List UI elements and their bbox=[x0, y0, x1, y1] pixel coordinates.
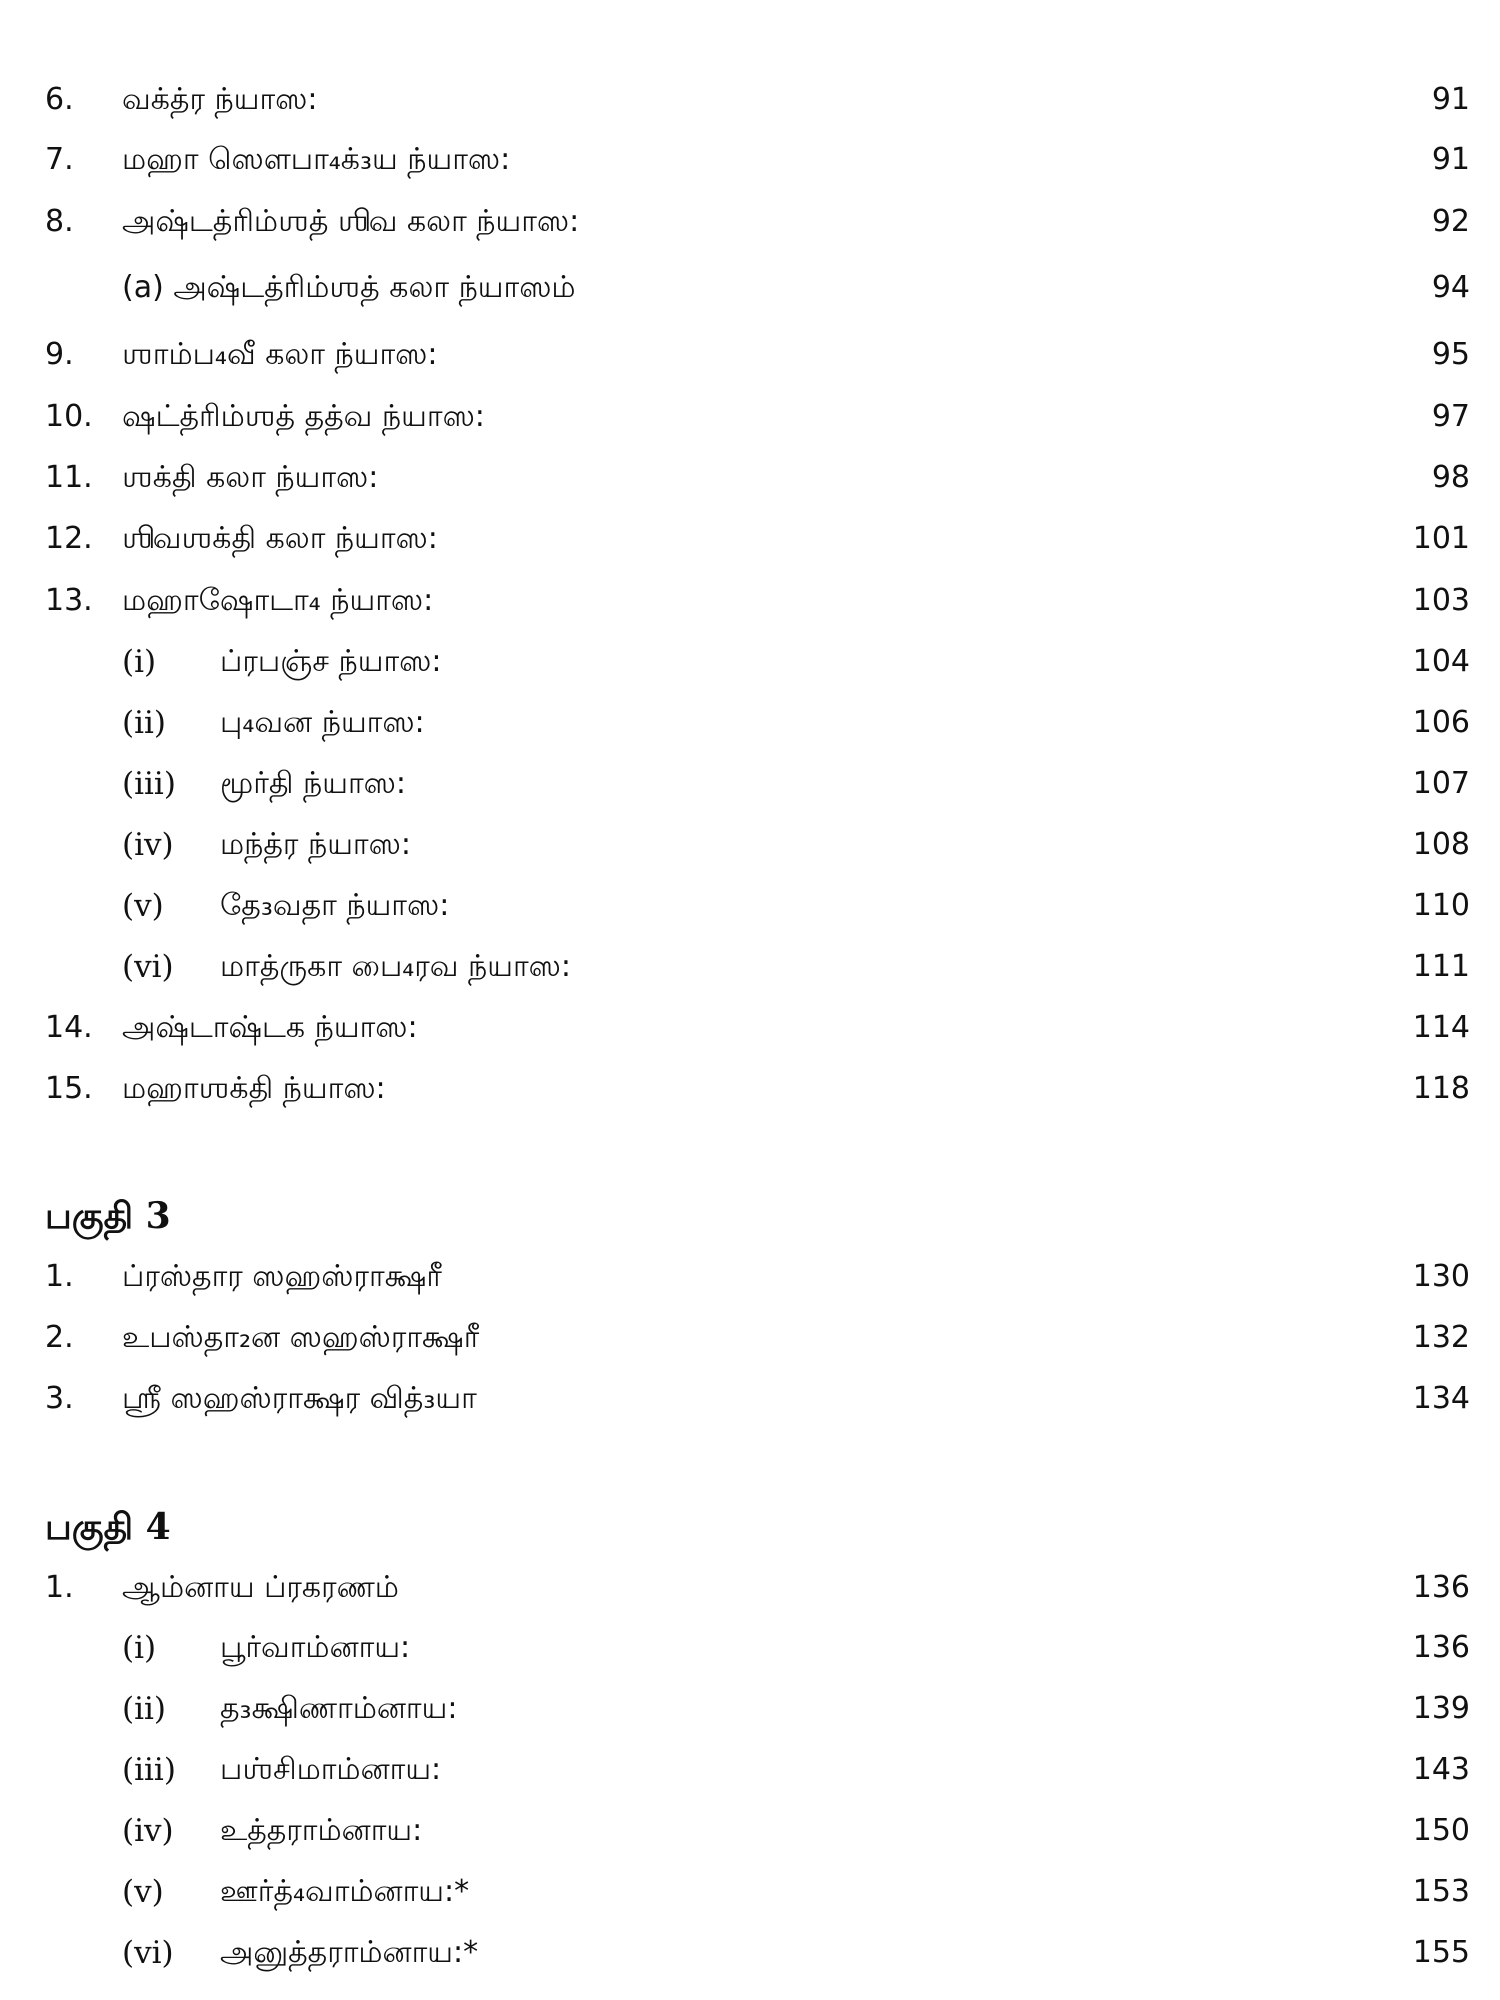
toc-subentry bbox=[0, 258, 1500, 318]
entry-number: 6. bbox=[45, 82, 74, 117]
entry-title: ஶக்தி கலா ந்யாஸ: bbox=[122, 460, 379, 495]
entry-title: மஹா ஸௌபா₄க்₃ய ந்யாஸ: bbox=[122, 142, 511, 177]
entry-page-number: 101 bbox=[1412, 521, 1470, 556]
entry-page-number: 130 bbox=[1412, 1259, 1470, 1294]
entry-page-number: 91 bbox=[1431, 82, 1470, 117]
subentry-roman-numeral: (ii) bbox=[122, 705, 167, 741]
subentry-roman-numeral: (v) bbox=[122, 888, 164, 924]
entry-number: 11. bbox=[45, 460, 93, 495]
toc-entry bbox=[0, 325, 1500, 385]
toc-subentry bbox=[0, 815, 1500, 875]
toc-subentry bbox=[0, 1679, 1500, 1739]
toc-subentry bbox=[0, 693, 1500, 753]
entry-title: (a) அஷ்டத்ரிம்ஶத் கலா ந்யாஸம் bbox=[122, 270, 576, 305]
subentry-roman-numeral: (vi) bbox=[122, 949, 174, 985]
subentry-roman-numeral: (vi) bbox=[122, 1935, 174, 1971]
subentry-roman-numeral: (iii) bbox=[122, 766, 176, 802]
entry-number: 3. bbox=[45, 1381, 74, 1416]
entry-title: உத்தராம்னாய: bbox=[220, 1813, 423, 1848]
toc-subentry bbox=[0, 1801, 1500, 1861]
entry-page-number: 110 bbox=[1412, 888, 1470, 923]
entry-page-number: 98 bbox=[1431, 460, 1470, 495]
subentry-roman-numeral: (i) bbox=[122, 644, 157, 680]
toc-entry bbox=[0, 509, 1500, 569]
entry-title: அஷ்டாஷ்டக ந்யாஸ: bbox=[122, 1010, 418, 1045]
subentry-roman-numeral: (i) bbox=[122, 1630, 157, 1666]
toc-entry bbox=[0, 1558, 1500, 1618]
toc-entry bbox=[0, 998, 1500, 1058]
toc-subentry bbox=[0, 754, 1500, 814]
entry-page-number: 134 bbox=[1412, 1381, 1470, 1416]
entry-page-number: 103 bbox=[1412, 583, 1470, 618]
entry-title: ஊர்த்₄வாம்னாய:* bbox=[220, 1874, 470, 1909]
subentry-roman-numeral: (iii) bbox=[122, 1752, 176, 1788]
entry-number: 2. bbox=[45, 1320, 74, 1355]
entry-title: மஹாஶக்தி ந்யாஸ: bbox=[122, 1071, 386, 1106]
entry-title: வக்த்ர ந்யாஸ: bbox=[122, 82, 318, 117]
entry-page-number: 111 bbox=[1412, 949, 1470, 984]
entry-page-number: 114 bbox=[1412, 1010, 1470, 1045]
subentry-roman-numeral: (v) bbox=[122, 1874, 164, 1910]
entry-page-number: 95 bbox=[1431, 337, 1470, 372]
entry-number: 14. bbox=[45, 1010, 93, 1045]
entry-title: ப்ரபஞ்ச ந்யாஸ: bbox=[220, 644, 442, 679]
entry-title: தே₃வதா ந்யாஸ: bbox=[220, 888, 450, 923]
entry-title: பூர்வாம்னாய: bbox=[220, 1630, 411, 1665]
entry-title: ஆம்னாய ப்ரகரணம் bbox=[122, 1570, 399, 1605]
entry-title: உபஸ்தா₂ன ஸஹஸ்ராக்ஷரீ bbox=[122, 1320, 480, 1355]
entry-page-number: 106 bbox=[1412, 705, 1470, 740]
section-heading: பகுதி 4 bbox=[45, 1506, 171, 1548]
toc-entry bbox=[0, 70, 1500, 130]
toc-subentry bbox=[0, 1740, 1500, 1800]
entry-number: 1. bbox=[45, 1570, 74, 1605]
toc-entry bbox=[0, 1308, 1500, 1368]
entry-page-number: 92 bbox=[1431, 204, 1470, 239]
entry-number: 15. bbox=[45, 1071, 93, 1106]
entry-number: 13. bbox=[45, 583, 93, 618]
entry-page-number: 107 bbox=[1412, 766, 1470, 801]
entry-page-number: 136 bbox=[1412, 1570, 1470, 1605]
entry-number: 7. bbox=[45, 142, 74, 177]
toc-entry bbox=[0, 387, 1500, 447]
entry-title: ஶாம்ப₄வீ கலா ந்யாஸ: bbox=[122, 337, 438, 372]
entry-page-number: 91 bbox=[1431, 142, 1470, 177]
entry-title: பு₄வன ந்யாஸ: bbox=[220, 705, 425, 740]
entry-title: ஶிவஶக்தி கலா ந்யாஸ: bbox=[122, 521, 438, 556]
entry-title: மந்த்ர ந்யாஸ: bbox=[220, 827, 411, 862]
entry-page-number: 104 bbox=[1412, 644, 1470, 679]
section-heading: பகுதி 3 bbox=[45, 1195, 171, 1237]
entry-title: ஶ்ரீ ஸஹஸ்ராக்ஷர வித்₃யா bbox=[122, 1381, 477, 1416]
entry-page-number: 143 bbox=[1412, 1752, 1470, 1787]
entry-title: ஷட்த்ரிம்ஶத் தத்வ ந்யாஸ: bbox=[122, 399, 485, 434]
entry-title: அஷ்டத்ரிம்ஶத் ஶிவ கலா ந்யாஸ: bbox=[122, 204, 580, 239]
entry-title: பஶ்சிமாம்னாய: bbox=[220, 1752, 442, 1787]
entry-page-number: 136 bbox=[1412, 1630, 1470, 1665]
entry-title: மஹாஷோடா₄ ந்யாஸ: bbox=[122, 583, 434, 618]
subentry-roman-numeral: (iv) bbox=[122, 1813, 174, 1849]
entry-title: மாத்ருகா பை₄ரவ ந்யாஸ: bbox=[220, 949, 572, 984]
entry-page-number: 97 bbox=[1431, 399, 1470, 434]
toc-entry bbox=[0, 130, 1500, 190]
entry-number: 9. bbox=[45, 337, 74, 372]
toc-subentry bbox=[0, 1862, 1500, 1922]
entry-title: அனுத்தராம்னாய:* bbox=[220, 1935, 479, 1970]
entry-number: 10. bbox=[45, 399, 93, 434]
entry-number: 8. bbox=[45, 204, 74, 239]
toc-entry bbox=[0, 1369, 1500, 1429]
entry-page-number: 139 bbox=[1412, 1691, 1470, 1726]
entry-page-number: 118 bbox=[1412, 1071, 1470, 1106]
subentry-roman-numeral: (ii) bbox=[122, 1691, 167, 1727]
toc-subentry bbox=[0, 632, 1500, 692]
toc-subentry bbox=[0, 1923, 1500, 1983]
entry-title: மூர்தி ந்யாஸ: bbox=[220, 766, 406, 801]
entry-number: 1. bbox=[45, 1259, 74, 1294]
subentry-roman-numeral: (iv) bbox=[122, 827, 174, 863]
toc-entry bbox=[0, 192, 1500, 252]
entry-title: ப்ரஸ்தார ஸஹஸ்ராக்ஷரீ bbox=[122, 1259, 442, 1294]
entry-page-number: 94 bbox=[1431, 270, 1470, 305]
entry-page-number: 108 bbox=[1412, 827, 1470, 862]
entry-page-number: 150 bbox=[1412, 1813, 1470, 1848]
entry-page-number: 155 bbox=[1412, 1935, 1470, 1970]
toc-subentry bbox=[0, 1618, 1500, 1678]
entry-title: த₃க்ஷிணாம்னாய: bbox=[220, 1691, 458, 1726]
entry-page-number: 132 bbox=[1412, 1320, 1470, 1355]
toc-subentry bbox=[0, 876, 1500, 936]
toc-entry bbox=[0, 1247, 1500, 1307]
toc-entry bbox=[0, 571, 1500, 631]
entry-number: 12. bbox=[45, 521, 93, 556]
toc-subentry bbox=[0, 937, 1500, 997]
toc-entry bbox=[0, 448, 1500, 508]
toc-entry bbox=[0, 1059, 1500, 1119]
entry-page-number: 153 bbox=[1412, 1874, 1470, 1909]
